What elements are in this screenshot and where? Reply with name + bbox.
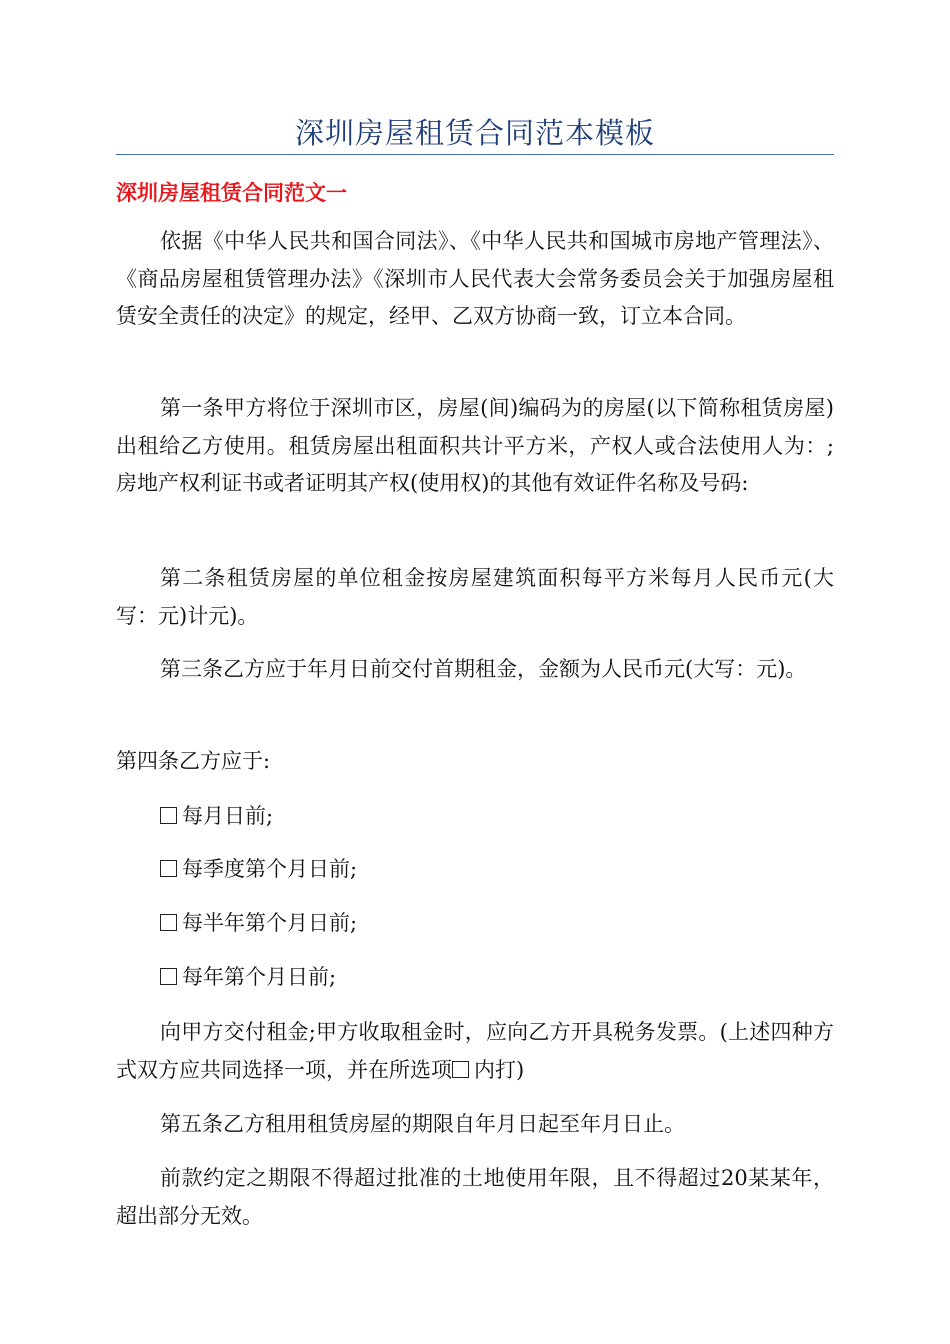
- payment-note-paragraph: [116, 1014, 834, 1089]
- option-label: 每半年第个月日前;: [182, 911, 358, 935]
- checkbox-icon: [452, 1061, 469, 1078]
- checkbox-icon[interactable]: [160, 914, 177, 931]
- checkbox-icon[interactable]: [160, 860, 177, 877]
- payment-note-tail: 内打): [474, 1057, 525, 1082]
- option-label: 每季度第个月日前;: [182, 857, 358, 881]
- term-limit-paragraph: 前款约定之期限不得超过批准的土地使用年限，且不得超过20某某年，超出部分无效。: [116, 1166, 834, 1228]
- checkbox-icon[interactable]: [160, 968, 177, 985]
- document-title: 深圳房屋租赁合同范本模板: [294, 116, 655, 150]
- option-label: 每年第个月日前;: [182, 965, 337, 989]
- article-3-paragraph: 第三条乙方应于年月日前交付首期租金，金额为人民币元(大写：元)。: [160, 657, 807, 681]
- article-1-paragraph: 第一条甲方将位于深圳市区，房屋(间)编码为的房屋(以下简称租赁房屋)出租给乙方使用。租赁房屋出租面积共计平方米，产权人或合法使用人为：;房地产权利证书或者证明其产权(使用权)的其他有效证件名称及号码:: [116, 396, 834, 495]
- checkbox-icon[interactable]: [160, 807, 177, 824]
- section-heading: 深圳房屋租赁合同范文一: [116, 181, 347, 205]
- intro-paragraph: 依据《中华人民共和国合同法》、《中华人民共和国城市房地产管理法》、《商品房屋租赁管理办法》《深圳市人民代表大会常务委员会关于加强房屋租赁安全责任的决定》的规定，经甲、乙双方协商一致，订立本合同。: [116, 229, 834, 328]
- option-yearly: [160, 959, 336, 997]
- article-2-paragraph: 第二条租赁房屋的单位租金按房屋建筑面积每平方米每月人民币元(大写：元)计元)。: [116, 566, 834, 628]
- option-monthly: [160, 798, 273, 836]
- option-half-yearly: [160, 905, 357, 943]
- option-quarterly: [160, 851, 357, 889]
- option-label: 每月日前;: [182, 804, 274, 828]
- payment-note-text: 向甲方交付租金;甲方收取租金时，应向乙方开具税务发票。(上述四种方式双方应共同选择一项，并在所选项: [116, 1020, 834, 1082]
- article-4-paragraph: 第四条乙方应于:: [116, 749, 271, 773]
- title-divider: [116, 154, 834, 155]
- article-5-paragraph: 第五条乙方租用租赁房屋的期限自年月日起至年月日止。: [160, 1112, 685, 1136]
